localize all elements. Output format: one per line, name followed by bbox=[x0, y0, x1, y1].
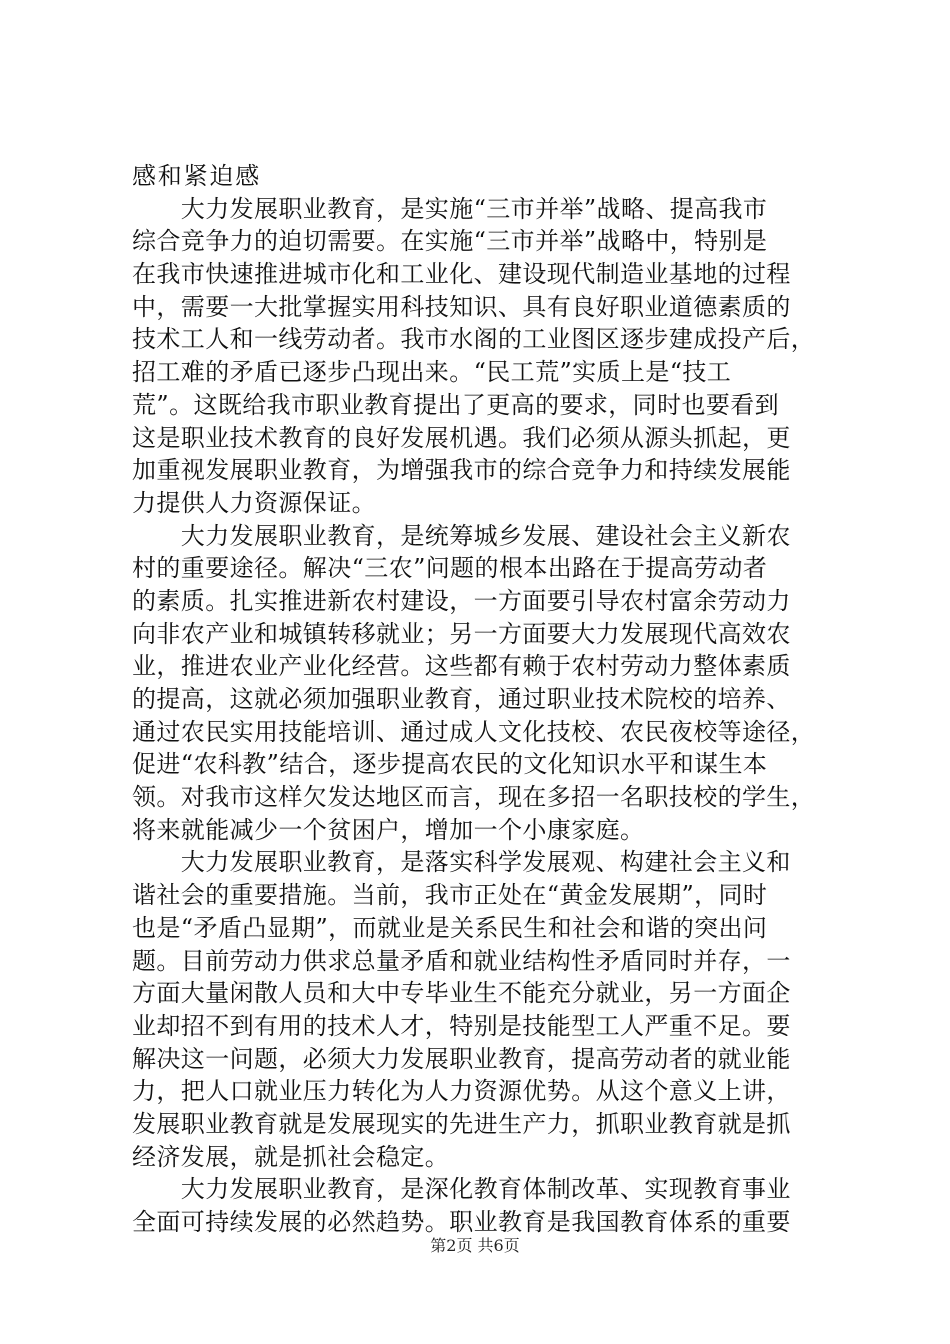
text-line: 综合竞争力的迫切需要。在实施“三市并举”战略中，特别是 bbox=[132, 227, 768, 256]
page-number: 第2页 共6页 bbox=[430, 1236, 520, 1255]
text-line: 感和紧迫感 bbox=[132, 162, 261, 190]
text-line: 解决这一问题，必须大力发展职业教育，提高劳动者的就业能 bbox=[132, 1044, 791, 1073]
text-line: 力，把人口就业压力转化为人力资源优势。从这个意义上讲， bbox=[132, 1077, 791, 1106]
text-line: 的提高，这就必须加强职业教育，通过职业技术院校的培养、 bbox=[132, 685, 791, 713]
text-line: 这是职业技术教育的良好发展机遇。我们必须从源头抓起，更 bbox=[132, 423, 791, 452]
text-line: 经济发展，就是抓社会稳定。 bbox=[132, 1142, 450, 1171]
text-line: 大力发展职业教育，是实施“三市并举”战略、提高我市 bbox=[132, 194, 768, 223]
text-line: 加重视发展职业教育，为增强我市的综合竞争力和持续发展能 bbox=[132, 456, 791, 485]
text-line: 大力发展职业教育，是深化教育体制改革、实现教育事业 bbox=[132, 1175, 791, 1204]
text-line: 谐社会的重要措施。当前，我市正处在“黄金发展期”，同时 bbox=[132, 881, 768, 910]
text-line: 的素质。扎实推进新农村建设，一方面要引导农村富余劳动力 bbox=[132, 586, 791, 615]
text-line: 村的重要途径。解决“三农”问题的根本出路在于提高劳动者 bbox=[132, 554, 768, 583]
text-line: 大力发展职业教育，是落实科学发展观、构建社会主义和 bbox=[132, 848, 791, 877]
text-line: 业却招不到有用的技术人才，特别是技能型工人严重不足。要 bbox=[132, 1011, 791, 1040]
text-line: 技术工人和一线劳动者。我市水阁的工业图区逐步建成投产后， bbox=[132, 325, 816, 354]
text-line: 发展职业教育就是发展现实的先进生产力，抓职业教育就是抓 bbox=[132, 1109, 791, 1138]
text-line: 中，需要一大批掌握实用科技知识、具有良好职业道德素质的 bbox=[132, 292, 791, 321]
text-line: 向非农产业和城镇转移就业；另一方面要大力发展现代高效农 bbox=[132, 619, 791, 648]
text-line: 题。目前劳动力供求总量矛盾和就业结构性矛盾同时并存，一 bbox=[132, 946, 791, 975]
text-line: 大力发展职业教育，是统筹城乡发展、建设社会主义新农 bbox=[132, 521, 791, 550]
text-line: 在我市快速推进城市化和工业化、建设现代制造业基地的过程 bbox=[132, 260, 791, 289]
text-line: 领。对我市这样欠发达地区而言，现在多招一名职技校的学生， bbox=[132, 783, 816, 812]
text-line: 招工难的矛盾已逐步凸现出来。“民工荒”实质上是“技工 bbox=[132, 358, 732, 387]
text-line: 业，推进农业产业化经营。这些都有赖于农村劳动力整体素质 bbox=[132, 652, 791, 681]
text-line: 将来就能减少一个贫困户，增加一个小康家庭。 bbox=[132, 815, 645, 844]
text-line: 促进“农科教”结合，逐步提高农民的文化知识水平和谋生本 bbox=[132, 750, 768, 779]
text-line: 也是“矛盾凸显期”，而就业是关系民生和社会和谐的突出问 bbox=[132, 913, 768, 942]
text-line: 力提供人力资源保证。 bbox=[132, 488, 376, 517]
text-line: 荒”。这既给我市职业教育提出了更高的要求，同时也要看到 bbox=[132, 390, 780, 419]
document-body bbox=[132, 160, 822, 1239]
text-line: 全面可持续发展的必然趋势。职业教育是我国教育体系的重要 bbox=[132, 1208, 791, 1236]
text-line: 方面大量闲散人员和大中专毕业生不能充分就业，另一方面企 bbox=[132, 979, 791, 1008]
text-line: 通过农民实用技能培训、通过成人文化技校、农民夜校等途径， bbox=[132, 717, 816, 746]
